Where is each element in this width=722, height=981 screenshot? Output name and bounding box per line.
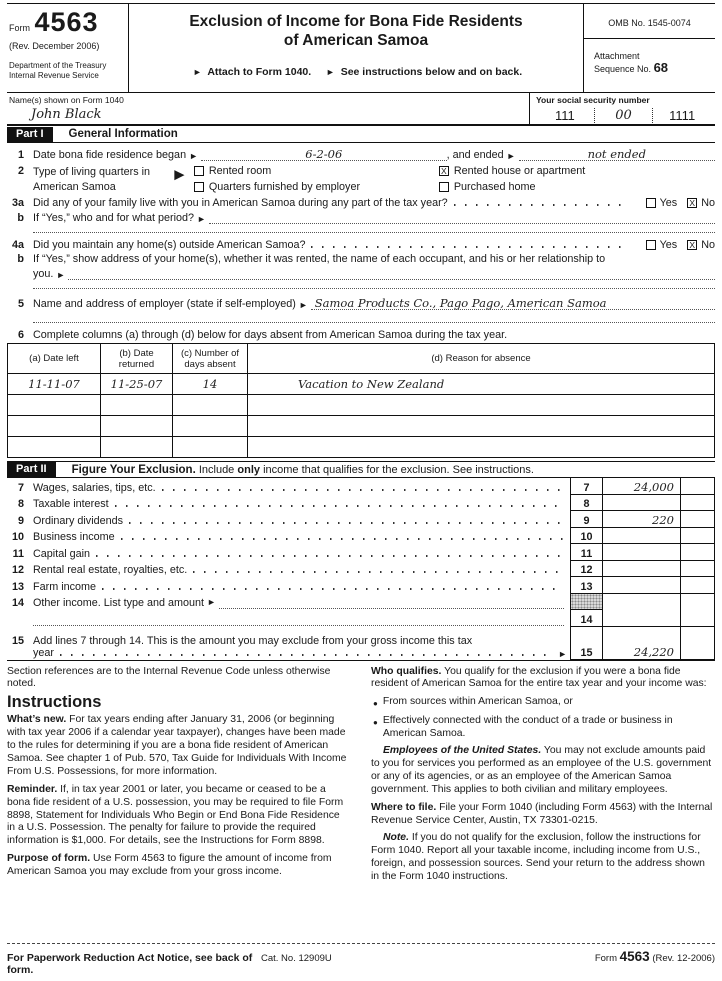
part2-desc-b: income that qualifies for the exclusion. See instructions. — [263, 463, 534, 476]
bullet-1-text: From sources within American Samoa, or — [382, 696, 573, 708]
arrow-icon: ► — [192, 67, 202, 77]
ssn-field[interactable] — [529, 93, 715, 124]
line-5-label: Name and address of employer (state if self-employed) — [33, 298, 296, 310]
line-1-mid-label: , and ended — [446, 149, 504, 161]
cell-days-absent[interactable] — [173, 416, 248, 437]
footer-revision: (Rev. 12-2006) — [652, 953, 715, 964]
arrow-icon: ► — [207, 597, 216, 607]
part2-desc-only: only — [237, 463, 260, 476]
attachment-label-1: Attachment — [594, 51, 640, 61]
line-11-label: Capital gain — [33, 547, 91, 560]
line-9-number-left: 9 — [17, 514, 24, 527]
part2-bar — [7, 461, 715, 478]
line-4b-extra-field[interactable] — [33, 280, 715, 289]
attach-note: Attach to Form 1040. — [207, 66, 312, 78]
who-qualifies-text: You qualify for the exclusion if you were a bona fide resident of American Samoa for the entire tax year and your income was: — [371, 665, 707, 690]
dot-leader — [115, 505, 564, 507]
line-11-number-left: 11 — [12, 547, 24, 560]
form-word: Form — [9, 23, 30, 33]
line-14-cents[interactable] — [681, 610, 715, 627]
line-7-cents[interactable] — [681, 478, 715, 495]
line-9-cents[interactable] — [681, 511, 715, 528]
form-id-block — [7, 4, 129, 92]
cell-date-returned[interactable] — [101, 437, 173, 458]
reminder-text: If, in tax year 2001 or later, you became or ceased to be a bona fide resident of a U.S. possession, you may be required to file Form 8898, Statement for Individuals Who Begin or End Bona Fide Residence in a U.S. Possession. The penalty for failure to provide the required information is $1,000. For details, see the Instructions for Form 8898. — [7, 783, 344, 847]
part2-title: Figure Your Exclusion. — [71, 463, 196, 476]
line-6 — [7, 329, 715, 341]
line-12 — [7, 561, 715, 578]
line-10-box-number: 10 — [570, 528, 603, 545]
checkbox-mark: X — [689, 240, 696, 250]
line-12-amount[interactable] — [603, 561, 681, 578]
line-6-number: 6 — [17, 329, 24, 341]
line-3b-extra-field[interactable] — [33, 224, 715, 233]
line-14-number-left: 14 — [11, 597, 24, 609]
option-quarters-employer-label: Quarters furnished by employer — [208, 181, 361, 193]
line-14-type-field[interactable] — [219, 596, 564, 609]
line-14-box-number: 14 — [570, 610, 603, 627]
line-11 — [7, 544, 715, 561]
cell-reason[interactable]: Vacation to New Zealand — [248, 374, 715, 395]
omb-attachment-block — [583, 4, 715, 92]
line-14-amount-upper — [603, 594, 681, 611]
arrow-icon: ► — [197, 214, 206, 224]
line-4b-label-cont: you. — [33, 268, 54, 280]
label-4a-no: No — [701, 239, 715, 251]
name-label: Name(s) shown on Form 1040 — [9, 95, 124, 105]
line-15-box-number: 15 — [570, 627, 603, 660]
line-14-amount-field[interactable] — [33, 613, 564, 626]
line-13-number-left: 13 — [11, 580, 24, 593]
bullet-icon: ● — [373, 718, 378, 728]
where-to-file-para — [371, 802, 715, 828]
line-15-number-left: 15 — [11, 634, 24, 647]
cell-reason[interactable] — [248, 416, 715, 437]
table-row — [8, 416, 715, 437]
line-9-amount[interactable]: 220 — [603, 511, 681, 528]
absence-table-header-row — [8, 344, 715, 374]
line-3b — [7, 211, 715, 224]
table-row — [8, 395, 715, 416]
omb-number: OMB No. 1545-0074 — [584, 4, 715, 39]
option-rented-room-label: Rented room — [208, 165, 272, 177]
line-12-box-number: 12 — [570, 561, 603, 578]
residence-began-field[interactable] — [201, 146, 447, 161]
dot-leader — [311, 246, 625, 248]
line-5-number: 5 — [17, 298, 24, 310]
part2-chip: Part II — [7, 462, 56, 477]
arrow-icon: ► — [506, 151, 516, 161]
arrow-icon: ► — [298, 300, 308, 310]
cell-date-left[interactable] — [8, 416, 101, 437]
line-8-cents[interactable] — [681, 495, 715, 512]
line-13-amount[interactable] — [603, 577, 681, 594]
line-15-cents[interactable] — [681, 627, 715, 660]
instructions-section — [7, 666, 715, 890]
whats-new-lead: What’s new. — [7, 714, 67, 726]
section-divider — [7, 660, 715, 661]
line-14-shaded-cell — [570, 594, 603, 611]
purpose-lead: Purpose of form. — [7, 853, 91, 865]
option-rented-house — [439, 165, 715, 177]
page-footer — [7, 943, 715, 976]
residence-ended-value[interactable]: not ended — [587, 147, 646, 161]
line-9-label: Ordinary dividends — [33, 514, 124, 527]
line-13-label: Farm income — [33, 580, 96, 593]
checkbox-3a-no[interactable] — [687, 198, 697, 208]
line-12-label: Rental real estate, royalties, etc. — [33, 564, 188, 576]
checkbox-purchased-home[interactable] — [439, 182, 449, 192]
line-5 — [7, 295, 715, 310]
section-references: Section references are to the Internal Revenue Code unless otherwise noted. — [7, 665, 331, 690]
cell-days-absent[interactable]: 14 — [173, 374, 248, 395]
footer-form-word: Form — [594, 953, 617, 964]
line-3a — [7, 197, 715, 209]
line-14-label: Other income. List type and amount — [33, 597, 205, 609]
col-days-absent-header: (c) Number of days absent — [173, 344, 248, 374]
employees-para — [371, 745, 715, 797]
name-ssn-row — [7, 93, 715, 126]
line-13 — [7, 577, 715, 594]
note-text: If you do not qualify for the exclusion, follow the instructions for Form 1040. Report all your taxable income, including income from U.S., foreign, and possession sources. Send your return to the address shown in the Form 1040 instructions. — [371, 832, 705, 883]
employees-lead: Employees of the United States. — [383, 745, 542, 757]
dot-leader — [193, 571, 564, 573]
absence-table — [7, 343, 715, 458]
checkbox-3a-yes[interactable] — [646, 198, 656, 208]
line-1-number: 1 — [17, 149, 24, 161]
where-to-file-lead: Where to file. — [371, 801, 437, 813]
ssn-group[interactable]: 00 — [594, 108, 653, 123]
form-title-line2: of American Samoa — [283, 32, 429, 49]
cell-date-returned[interactable] — [101, 416, 173, 437]
purpose-para — [7, 853, 349, 879]
line-15-amount[interactable]: 24,220 — [603, 627, 681, 660]
line-2-label-1: Type of living quarters in — [33, 166, 151, 178]
reminder-para — [7, 784, 349, 849]
line-14-amount[interactable] — [603, 610, 681, 627]
note-para — [371, 832, 715, 884]
arrow-icon: ► — [56, 270, 66, 280]
line-4b-cont — [7, 267, 715, 280]
bullet-item — [371, 715, 715, 741]
arrow-icon: ► — [171, 165, 188, 184]
line-3b-label: If “Yes,” who and for what period? — [33, 212, 195, 224]
table-row — [8, 374, 715, 395]
line-10-number-left: 10 — [11, 531, 24, 543]
line-10-amount[interactable] — [603, 528, 681, 545]
part1-bar — [7, 126, 715, 143]
line-1 — [7, 146, 715, 161]
see-instructions-note: See instructions below and on back. — [340, 66, 523, 78]
instructions-right-column — [361, 666, 715, 890]
name-value[interactable]: John Black — [31, 107, 102, 122]
part1-body — [7, 146, 715, 458]
employer-value[interactable]: Samoa Products Co., Pago Pago, American Samoa — [314, 296, 607, 310]
dot-leader — [121, 538, 564, 540]
agency-treasury: Department of the Treasury — [9, 61, 107, 70]
catalog-number: Cat. No. 12909U — [261, 953, 332, 964]
line-4b-label: If “Yes,” show address of your home(s), whether it was rented, the name of each occupant, and his or her relationship to — [33, 253, 606, 265]
purpose-text: Use Form 4563 to figure the amount of income from American Samoa you may exclude from your gross income. — [7, 853, 332, 878]
form-title-line1: Exclusion of Income for Bona Fide Residents — [189, 13, 523, 30]
bullet-2-text: Effectively connected with the conduct of a trade or business in American Samoa. — [382, 715, 673, 740]
line-8 — [7, 495, 715, 512]
checkbox-quarters-employer[interactable] — [194, 182, 204, 192]
line-2 — [7, 165, 715, 197]
table-row — [8, 437, 715, 458]
name-field[interactable] — [7, 93, 529, 124]
arrow-icon: ► — [558, 648, 567, 659]
cell-date-left[interactable]: 11-11-07 — [8, 374, 101, 395]
col-date-left-header: (a) Date left — [8, 344, 101, 374]
cell-date-returned[interactable] — [101, 395, 173, 416]
checkbox-4a-no[interactable] — [687, 240, 697, 250]
where-to-file-text: File your Form 1040 (including Form 4563) with the Internal Revenue Service Center, Austin, TX 73301-0215. — [371, 801, 713, 826]
attachment-label-2: Sequence No. — [594, 64, 652, 74]
option-quarters-employer — [194, 181, 439, 193]
line-4b-number: b — [17, 253, 24, 265]
employer-field[interactable] — [311, 295, 715, 310]
line-15-label: Add lines 7 through 14. This is the amount you may exclude from your gross income this tax — [33, 634, 473, 647]
instructions-left-column — [7, 666, 361, 890]
line-14-cont — [7, 610, 715, 627]
line-11-box-number: 11 — [570, 544, 603, 561]
line-7-label: Wages, salaries, tips, etc. — [33, 481, 156, 494]
who-qualifies-lead: Who qualifies. — [371, 665, 442, 677]
arrow-icon: ► — [189, 151, 198, 161]
bullet-item — [371, 696, 715, 711]
instructions-heading: Instructions — [7, 693, 102, 712]
option-purchased-home — [439, 181, 715, 193]
part2-body — [7, 478, 715, 660]
line-7-box-number: 7 — [570, 478, 603, 495]
line-11-cents[interactable] — [681, 544, 715, 561]
reminder-lead: Reminder. — [7, 783, 58, 795]
dot-leader — [96, 555, 564, 557]
option-rented-house-label: Rented house or apartment — [453, 165, 586, 177]
line-11-amount[interactable] — [603, 544, 681, 561]
line-8-amount[interactable] — [603, 495, 681, 512]
whats-new-para — [7, 714, 349, 779]
agency-irs: Internal Revenue Service — [9, 70, 99, 80]
arrow-icon: ► — [325, 67, 335, 77]
cell-reason[interactable] — [248, 437, 715, 458]
line-13-cents[interactable] — [681, 577, 715, 594]
note-lead: Note. — [383, 832, 409, 844]
part1-title: General Information — [68, 128, 178, 140]
option-rented-room — [194, 165, 439, 177]
line-7-number-left: 7 — [17, 481, 24, 494]
line-10-label: Business income — [33, 531, 115, 543]
line-4b-field[interactable] — [68, 267, 715, 280]
employees-text: You may not exclude amounts paid to you for services you performed as an employee of the U.S. government or any of its agencies, or as an employee of the American Samoa government. This applies to both civilian and military employees. — [371, 745, 712, 795]
residence-ended-field[interactable] — [519, 146, 715, 161]
dot-leader — [162, 489, 564, 491]
line-5-extra-field[interactable] — [33, 314, 715, 323]
line-3b-field[interactable] — [209, 211, 715, 224]
line-2-label-2: American Samoa — [33, 181, 116, 193]
ssn-serial[interactable]: 1111 — [652, 108, 711, 123]
dot-leader — [60, 654, 549, 656]
line-4b — [7, 253, 715, 265]
footer-form-number: 4563 — [619, 949, 650, 964]
line-9-box-number: 9 — [570, 511, 603, 528]
cell-date-returned[interactable]: 11-25-07 — [101, 374, 173, 395]
label-3a-no: No — [701, 197, 715, 209]
line-4a — [7, 239, 715, 251]
who-qualifies-para — [371, 666, 715, 692]
cell-reason[interactable] — [248, 395, 715, 416]
line-14-cents-upper — [681, 594, 715, 611]
line-10 — [7, 528, 715, 545]
attachment-sequence-number: 68 — [653, 60, 669, 75]
checkbox-4a-yes[interactable] — [646, 240, 656, 250]
dot-leader — [102, 588, 564, 590]
dot-leader — [454, 204, 626, 206]
line-4a-label: Did you maintain any home(s) outside American Samoa? — [33, 239, 306, 251]
form-number: 4563 — [34, 7, 99, 37]
cell-date-left[interactable] — [8, 437, 101, 458]
line-3b-number: b — [17, 212, 24, 224]
line-2-number: 2 — [17, 165, 24, 177]
line-4a-number: 4a — [11, 239, 24, 251]
form-header — [7, 3, 715, 93]
line-8-box-number: 8 — [570, 495, 603, 512]
form-title-block — [129, 4, 583, 92]
part2-desc-a: Include — [198, 463, 235, 476]
line-1-label: Date bona fide residence began — [33, 149, 187, 161]
checkbox-mark: X — [689, 198, 696, 208]
paperwork-notice: For Paperwork Reduction Act Notice, see back of form. — [7, 952, 253, 976]
ssn-label: Your social security number — [536, 95, 650, 105]
label-3a-yes: Yes — [659, 197, 678, 209]
part1-chip: Part I — [7, 127, 53, 142]
line-12-number-left: 12 — [11, 564, 24, 576]
cell-days-absent[interactable] — [173, 437, 248, 458]
form-revision: (Rev. December 2006) — [9, 41, 100, 51]
line-8-label: Taxable interest — [33, 498, 109, 510]
checkbox-rented-house[interactable] — [439, 166, 449, 176]
line-14 — [7, 594, 715, 611]
checkbox-rented-room[interactable] — [194, 166, 204, 176]
line-9 — [7, 511, 715, 528]
line-7-amount[interactable]: 24,000 — [603, 478, 681, 495]
checkbox-mark: X — [440, 166, 447, 176]
residence-began-value[interactable]: 6-2-06 — [305, 147, 343, 161]
line-13-box-number: 13 — [570, 577, 603, 594]
col-reason-header: (d) Reason for absence — [248, 344, 715, 374]
line-7 — [7, 478, 715, 495]
line-10-cents[interactable] — [681, 528, 715, 545]
whats-new-text: For tax years ending after January 31, 2006 (or beginning with tax year 2006 if a calendar year taxpayer), changes have been made to the rules for determining if you are a bona fide resident of American Samoa. See chapter 1 of Pub. 570, Tax Guide for Individuals With Income From U.S. Possessions, for more information. — [7, 714, 347, 777]
label-4a-yes: Yes — [659, 239, 678, 251]
col-date-returned-header: (b) Date returned — [101, 344, 173, 374]
ssn-area[interactable]: 111 — [554, 108, 575, 123]
option-purchased-home-label: Purchased home — [453, 181, 536, 193]
bullet-icon: ● — [373, 699, 378, 709]
line-15 — [7, 627, 715, 660]
line-6-label: Complete columns (a) through (d) below for days absent from American Samoa during the tax year. — [33, 329, 508, 341]
line-3a-label: Did any of your family live with you in American Samoa during any part of the tax year? — [33, 197, 448, 209]
line-3a-number: 3a — [11, 197, 24, 209]
cell-days-absent[interactable] — [173, 395, 248, 416]
dot-leader — [129, 522, 564, 524]
cell-date-left[interactable] — [8, 395, 101, 416]
line-8-number-left: 8 — [17, 498, 24, 510]
line-12-cents[interactable] — [681, 561, 715, 578]
line-15-label-cont: year — [33, 646, 55, 659]
